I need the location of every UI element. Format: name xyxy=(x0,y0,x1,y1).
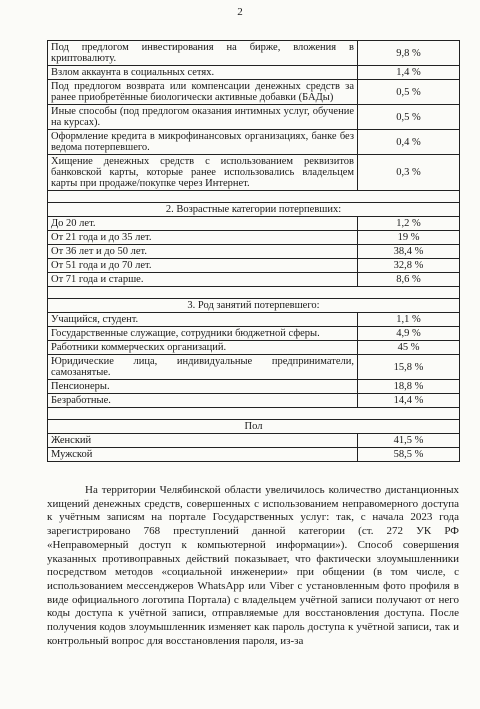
section-title-age: 2. Возрастные категории потерпевших: xyxy=(48,203,460,217)
row-value: 32,8 % xyxy=(358,259,460,273)
row-value: 1,4 % xyxy=(358,66,460,80)
table-row xyxy=(48,273,460,287)
row-value: 18,8 % xyxy=(358,380,460,394)
row-label: Иные способы (под предлогом оказания интимных услуг, обучение на курсах). xyxy=(48,105,358,130)
row-value: 38,4 % xyxy=(358,245,460,259)
table-row xyxy=(48,448,460,462)
table-row xyxy=(48,80,460,105)
page-number: 2 xyxy=(237,6,243,18)
row-label: От 21 года и до 35 лет. xyxy=(48,231,358,245)
row-value: 4,9 % xyxy=(358,327,460,341)
table-row xyxy=(48,105,460,130)
section-header-row xyxy=(48,299,460,313)
row-label: От 36 лет и до 50 лет. xyxy=(48,245,358,259)
row-label: Мужской xyxy=(48,448,358,462)
row-label: До 20 лет. xyxy=(48,217,358,231)
row-value: 0,4 % xyxy=(358,130,460,155)
table-row xyxy=(48,313,460,327)
table-row xyxy=(48,41,460,66)
table-row xyxy=(48,66,460,80)
row-label: Оформление кредита в микрофинансовых организациях, банке без ведома потерпевшего. xyxy=(48,130,358,155)
section-header-row xyxy=(48,420,460,434)
row-value: 8,6 % xyxy=(358,273,460,287)
row-value: 14,4 % xyxy=(358,394,460,408)
row-label: Учащийся, студент. xyxy=(48,313,358,327)
table-row xyxy=(48,341,460,355)
row-value: 9,8 % xyxy=(358,41,460,66)
row-label: Безработные. xyxy=(48,394,358,408)
spacer-row xyxy=(48,287,460,299)
table-row xyxy=(48,355,460,380)
table-row xyxy=(48,327,460,341)
spacer-row xyxy=(48,191,460,203)
table-row xyxy=(48,155,460,191)
row-label: Государственные служащие, сотрудники бюджетной сферы. xyxy=(48,327,358,341)
row-value: 41,5 % xyxy=(358,434,460,448)
body-paragraph: На территории Челябинской области увеличилось количество дистанционных хищений денежных средств, совершенных с использованием неправомерного доступа к учётным записям на портале Государственных услуг: так, с начала 2023 года зарегистрировано 768 преступлений данной категории (ст. 272 УК РФ «Неправомерный доступ к компьютерной информации»). Способ совершения указанных противоправных действий показывает, что фактически злоумышленники посредством методов «социальной инженерии» при общении (в том числе, с использованием мессенджеров WhatsApp или Viber с установленным фото профиля в виде официального логотипа Портала) с владельцем учётной записи получают от него коды доступа к учётной записи, отправляемые для восстановления доступа. После получения кодов злоумышленник изменяет как пароль доступа к учётной записи, так и контрольный вопрос для восстановления пароля, из-за xyxy=(47,484,459,647)
row-label: Пенсионеры. xyxy=(48,380,358,394)
row-value: 58,5 % xyxy=(358,448,460,462)
statistics-table xyxy=(47,40,460,462)
table-row xyxy=(48,245,460,259)
row-label: От 51 года и до 70 лет. xyxy=(48,259,358,273)
row-value: 45 % xyxy=(358,341,460,355)
row-label: Работники коммерческих организаций. xyxy=(48,341,358,355)
spacer-row xyxy=(48,408,460,420)
table-row xyxy=(48,259,460,273)
row-value: 15,8 % xyxy=(358,355,460,380)
row-label: Взлом аккаунта в социальных сетях. xyxy=(48,66,358,80)
row-label: От 71 года и старше. xyxy=(48,273,358,287)
row-value: 1,2 % xyxy=(358,217,460,231)
row-value: 1,1 % xyxy=(358,313,460,327)
row-value: 0,5 % xyxy=(358,80,460,105)
table-row xyxy=(48,130,460,155)
row-value: 0,5 % xyxy=(358,105,460,130)
row-label: Под предлогом возврата или компенсации денежных средств за ранее приобретённые биологически активные добавки (БАДы) xyxy=(48,80,358,105)
row-value: 19 % xyxy=(358,231,460,245)
section-title-occupation: 3. Род занятий потерпевшего: xyxy=(48,299,460,313)
section-title-gender: Пол xyxy=(48,420,460,434)
row-label: Под предлогом инвестирования на бирже, вложения в криптовалюту. xyxy=(48,41,358,66)
table-row xyxy=(48,231,460,245)
table-row xyxy=(48,434,460,448)
table-row xyxy=(48,394,460,408)
row-value: 0,3 % xyxy=(358,155,460,191)
table-row xyxy=(48,217,460,231)
row-label: Женский xyxy=(48,434,358,448)
row-label: Хищение денежных средств с использованием реквизитов банковской карты, которые ранее использовались владельцем карты при продаже/покупке через Интернет. xyxy=(48,155,358,191)
row-label: Юридические лица, индивидуальные предприниматели, самозанятые. xyxy=(48,355,358,380)
table-row xyxy=(48,380,460,394)
section-header-row xyxy=(48,203,460,217)
